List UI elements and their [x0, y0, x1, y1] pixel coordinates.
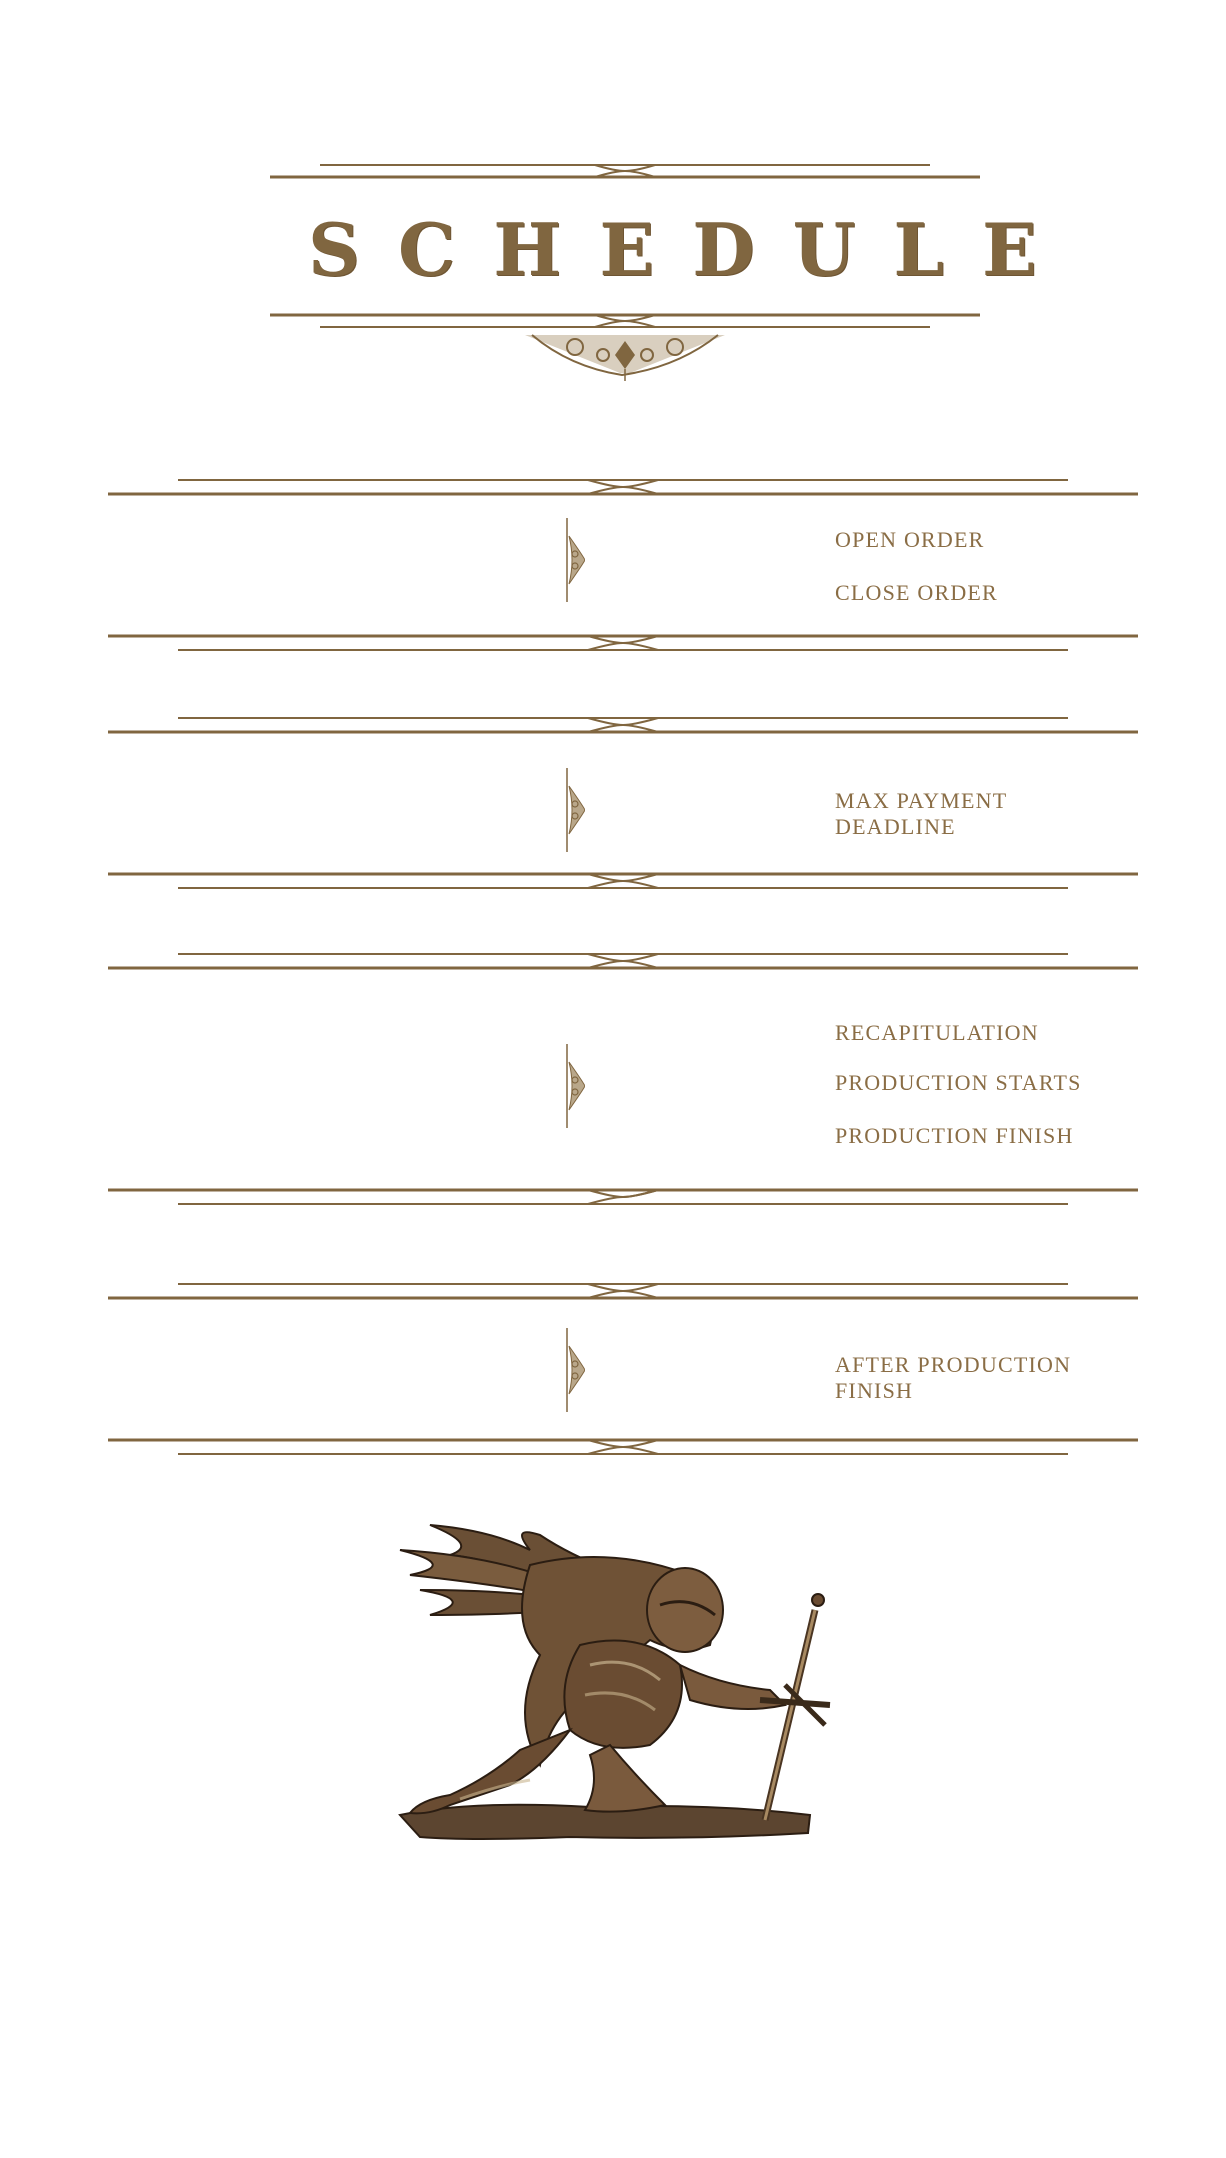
schedule-label-production-finish: PRODUCTION FINISH: [835, 1123, 1074, 1148]
schedule-label-open-order: OPEN ORDER: [835, 527, 985, 552]
schedule-label-deadline: DEADLINE: [835, 814, 956, 839]
ornate-pointer-icon: [565, 1328, 585, 1412]
filigree-ornament-icon: [525, 335, 725, 381]
ornate-pointer-icon: [565, 768, 585, 852]
schedule-row-frame: [108, 470, 1138, 660]
ornate-pointer-icon: [565, 518, 585, 602]
schedule-label-after-production: AFTER PRODUCTION: [835, 1352, 1072, 1377]
ornate-pointer-icon: [565, 1044, 585, 1128]
schedule-label-close-order: CLOSE ORDER: [835, 580, 998, 605]
page-title: SCHEDULE: [308, 207, 1075, 292]
schedule-label-recapitulation: RECAPITULATION: [835, 1020, 1039, 1045]
schedule-label-production-starts: PRODUCTION STARTS: [835, 1070, 1082, 1095]
schedule-label-finish: FINISH: [835, 1378, 914, 1403]
kneeling-knight-illustration: [390, 1515, 850, 1845]
schedule-label-max-payment: MAX PAYMENT: [835, 788, 1008, 813]
